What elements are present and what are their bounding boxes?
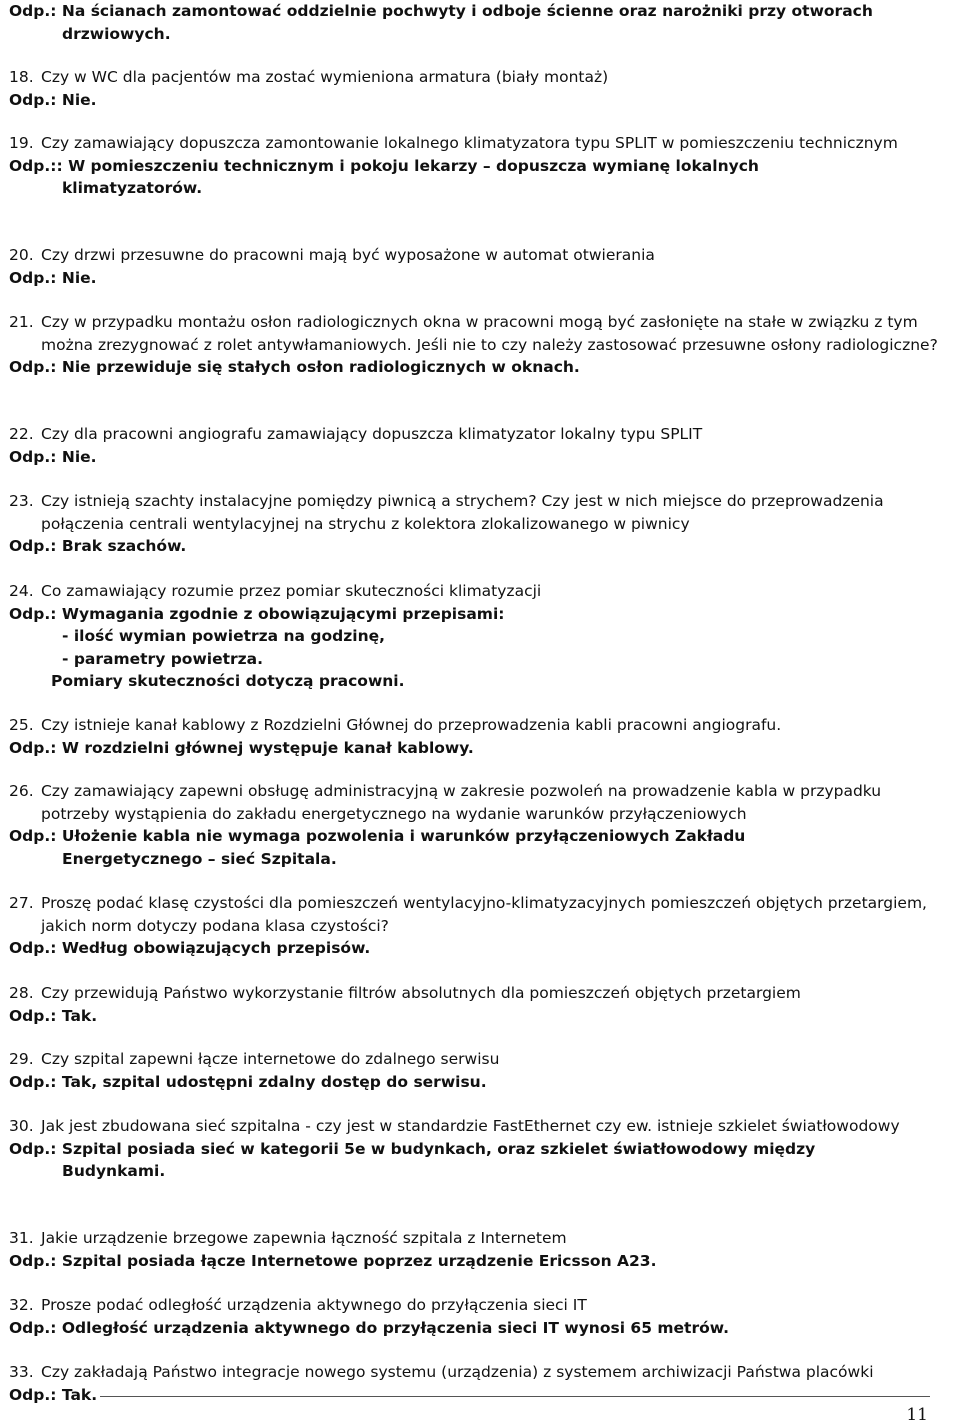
answer-prefix: Odp.: <box>9 156 57 175</box>
qa-item-33 <box>9 1361 940 1406</box>
qa-item-30 <box>9 1115 940 1183</box>
question-number: 32. <box>9 1296 34 1314</box>
answer-prefix: Odp.: <box>9 939 57 958</box>
answer-list-item: - ilość wymian powietrza na godzinę, <box>62 627 386 646</box>
question-number: 20. <box>9 246 34 264</box>
qa-item-24 <box>9 580 940 693</box>
answer-text: Odległość urządzenia aktywnego do przyłączenia sieci IT wynosi 65 metrów. <box>56 1318 729 1337</box>
qa-item-29 <box>9 1048 940 1093</box>
answer-prefix: Odp.: <box>9 447 57 466</box>
answer-prefix: Odp.: <box>9 358 57 377</box>
question-number: 29. <box>9 1050 34 1068</box>
qa-item-22 <box>9 423 940 468</box>
question-text: Czy przewidują Państwo wykorzystanie filtrów absolutnych dla pomieszczeń objętych przetargiem <box>41 984 801 1002</box>
answer-text: Ułożenie kabla nie wymaga pozwolenia i warunków przyłączeniowych Zakładu <box>56 827 746 846</box>
question-number: 19. <box>9 134 34 152</box>
answer-text-cont: drzwiowych. <box>62 24 171 43</box>
answer-prefix: Odp.: <box>9 604 57 623</box>
question-number: 23. <box>9 492 34 510</box>
answer-list-item: - parametry powietrza. <box>62 649 264 668</box>
qa-item-32 <box>9 1294 940 1339</box>
question-text: Czy drzwi przesuwne do pracowni mają być wyposażone w automat otwierania <box>41 246 655 264</box>
page-number: 11 <box>906 1405 928 1425</box>
answer-text: : W pomieszczeniu technicznym i pokoju lekarzy – dopuszcza wymianę lokalnych <box>56 156 759 175</box>
qa-item-19 <box>9 132 940 200</box>
answer-text: Tak, szpital udostępni zdalny dostęp do serwisu. <box>56 1072 487 1091</box>
answer-prefix: Odp.: <box>9 1072 57 1091</box>
qa-item-23 <box>9 490 940 558</box>
answer-text: Wymagania zgodnie z obowiązującymi przepisami: <box>56 604 505 623</box>
answer-prefix: Odp.: <box>9 537 57 556</box>
answer-text: Na ścianach zamontować oddzielnie pochwyty i odboje ścienne oraz narożniki przy otworach <box>56 2 873 20</box>
answer-text: Nie. <box>56 268 97 287</box>
answer-text: Według obowiązujących przepisów. <box>56 939 371 958</box>
question-number: 22. <box>9 425 34 443</box>
qa-item-18 <box>9 66 940 111</box>
question-text: Czy istnieje kanał kablowy z Rozdzielni Głównej do przeprowadzenia kabli pracowni angiografu. <box>41 716 782 734</box>
qa-item-27 <box>9 892 940 960</box>
question-number: 31. <box>9 1229 34 1247</box>
answer-text: Tak. <box>56 1006 98 1025</box>
qa-item-25 <box>9 714 940 759</box>
qa-item-26 <box>9 780 940 870</box>
answer-text: Nie. <box>56 447 97 466</box>
footer-divider <box>100 1396 930 1397</box>
question-text: Czy zamawiający zapewni obsługę administracyjną w zakresie pozwoleń na prowadzenie kabla w przypadku potrzeby wystąpienia do zakładu energetycznego na wydanie warunków przyłączeniowych <box>41 782 882 823</box>
answer-text-cont: Budynkami. <box>62 1162 166 1181</box>
answer-text-cont: Energetycznego – sieć Szpitala. <box>62 849 337 868</box>
answer-prefix: Odp.: <box>9 2 57 20</box>
answer-text: Tak. <box>56 1385 98 1404</box>
answer-text: Szpital posiada łącze Internetowe poprzez urządzenie Ericsson A23. <box>56 1251 657 1270</box>
answer-text: Nie przewiduje się stałych osłon radiologicznych w oknach. <box>56 358 580 377</box>
question-text: Jak jest zbudowana sieć szpitalna - czy jest w standardzie FastEthernet czy ew. istnieje szkielet światłowodowy <box>41 1117 900 1135</box>
question-number: 30. <box>9 1117 34 1135</box>
question-text: Proszę podać klasę czystości dla pomieszczeń wentylacyjno-klimatyzacyjnych pomieszczeń objętych przetargiem, jakich norm dotyczy podana klasa czystości? <box>41 894 927 935</box>
question-number: 24. <box>9 582 34 600</box>
answer-prefix: Odp.: <box>9 1385 57 1404</box>
answer-prefix: Odp.: <box>9 1006 57 1025</box>
question-text: Prosze podać odległość urządzenia aktywnego do przyłączenia sieci IT <box>41 1296 587 1314</box>
qa-item-28 <box>9 982 940 1027</box>
answer-text: Brak szachów. <box>56 537 187 556</box>
question-number: 21. <box>9 313 34 331</box>
question-number: 27. <box>9 894 34 912</box>
question-number: 28. <box>9 984 34 1002</box>
question-text: Czy istnieją szachty instalacyjne pomiędzy piwnicą a strychem? Czy jest w nich miejsce do przeprowadzenia połączenia centrali wentylacyjnej na strychu z kolektora zlokalizowanego w piwnicy <box>41 492 884 533</box>
qa-item-31 <box>9 1227 940 1272</box>
question-text: Czy zakładają Państwo integracje nowego systemu (urządzenia) z systemem archiwizacji Państwa placówki <box>41 1363 874 1381</box>
question-number: 18. <box>9 68 34 86</box>
answer-text-cont: klimatyzatorów. <box>62 179 203 198</box>
answer-prefix: Odp.: <box>9 738 57 757</box>
question-text: Czy w WC dla pacjentów ma zostać wymieniona armatura (biały montaż) <box>41 68 609 86</box>
question-number: 33. <box>9 1363 34 1381</box>
answer-text: Szpital posiada sieć w kategorii 5e w budynkach, oraz szkielet światłowodowy między <box>56 1139 816 1158</box>
answer-prefix: Odp.: <box>9 1251 57 1270</box>
question-number: 25. <box>9 716 34 734</box>
answer-prefix: Odp.: <box>9 90 57 109</box>
answer-prefix: Odp.: <box>9 827 57 846</box>
answer-continued <box>9 0 940 45</box>
answer-text: W rozdzielni głównej występuje kanał kablowy. <box>56 738 474 757</box>
answer-prefix: Odp.: <box>9 268 57 287</box>
qa-item-21 <box>9 311 940 379</box>
qa-item-20 <box>9 244 940 289</box>
question-text: Czy szpital zapewni łącze internetowe do zdalnego serwisu <box>41 1050 500 1068</box>
question-number: 26. <box>9 782 34 800</box>
question-text: Czy w przypadku montażu osłon radiologicznych okna w pracowni mogą być zasłonięte na stałe w związku z tym można zrezygnować z rolet antywłamaniowych. Jeśli nie to czy należy zastosować przesuwne osłony radiologiczne? <box>41 313 938 354</box>
question-text: Czy zamawiający dopuszcza zamontowanie lokalnego klimatyzatora typu SPLIT w pomieszczeniu technicznym <box>41 134 898 152</box>
answer-text: Nie. <box>56 90 97 109</box>
question-text: Czy dla pracowni angiografu zamawiający dopuszcza klimatyzator lokalny typu SPLIT <box>41 425 703 443</box>
answer-prefix: Odp.: <box>9 1318 57 1337</box>
answer-note: Pomiary skuteczności dotyczą pracowni. <box>51 672 405 691</box>
answer-prefix: Odp.: <box>9 1139 57 1158</box>
question-text: Co zamawiający rozumie przez pomiar skuteczności klimatyzacji <box>41 582 542 600</box>
question-text: Jakie urządzenie brzegowe zapewnia łączność szpitala z Internetem <box>41 1229 567 1247</box>
